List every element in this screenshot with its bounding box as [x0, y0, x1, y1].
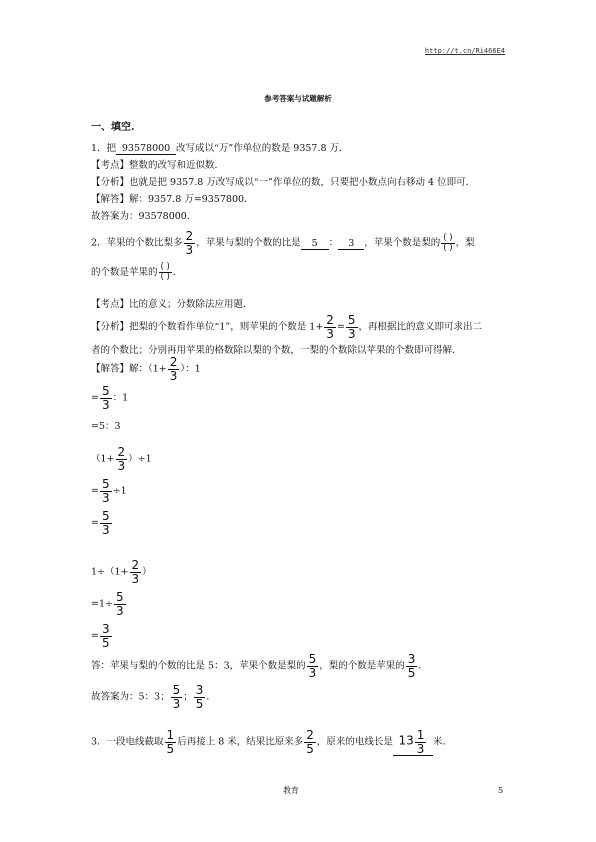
q2-final: 故答案为：5：3； $\frac{5}{3}$ ； $\frac{3}{5}$ ． — [91, 683, 216, 711]
q3-answer-blank: 13 $\frac{1}{3}$ — [393, 729, 433, 756]
q2-step4: = $\frac{5}{3}$ ÷1 — [91, 477, 127, 505]
fraction-blank: $\frac{( )}{( )}$ — [160, 262, 170, 282]
q1-answer: 故答案为：93578000． — [91, 211, 197, 222]
section-heading: 一、填空. — [91, 122, 135, 133]
page-number: 5 — [498, 786, 504, 795]
q2-answer: 答：苹果与梨的个数的比是 5：3，苹果个数是梨的 $\frac{5}{3}$ ，梨的个数是苹果的 $\frac{3}{5}$ ． — [91, 652, 428, 680]
q2-step6: 1÷（1+ $\frac{2}{3}$ ） — [91, 558, 152, 586]
doc-title: 参考答案与试题解析 — [264, 94, 332, 103]
q2-line1: 2．苹果的个数比梨多 $\frac{2}{3}$ ，苹果与梨的个数的比是 5 ： 3 ，苹果个数是梨的 $\frac{( )}{( )}$ ，梨 — [91, 229, 475, 257]
q2-jieda: 【解答】解：（1+ $\frac{2}{3}$ ）：1 — [91, 355, 201, 383]
q2-kaodian: 【考点】比的意义；分数除法应用题． — [91, 299, 253, 310]
q1-jieda: 【解答】解：9357.8 万=9357800． — [91, 194, 254, 205]
q2-step1: = $\frac{5}{3}$ ：1 — [91, 384, 129, 412]
q2-step2: =5：3 — [91, 421, 121, 432]
q2-step3: （1+ $\frac{2}{3}$ ）÷1 — [91, 445, 152, 473]
q1-line: 1．把 93578000 改写成以“万”作单位的数是 9357.8 万． — [91, 143, 349, 154]
q2-line2: 的个数是苹果的 $\frac{( )}{( )}$ ． — [91, 262, 183, 282]
q1-answer-blank: 93578000 — [116, 143, 176, 155]
q2-fenxi2: 者的个数比；分别再用苹果的格数除以梨的个数，一梨的个数除以苹果的个数即可得解． — [91, 345, 462, 356]
header-url[interactable]: http://t.cn/Ri466E4 — [424, 47, 505, 55]
q1-fenxi: 【分析】也就是把 9357.8 万改写成以“一”作单位的数，只要把小数点向右移动 4 位即可． — [91, 177, 476, 188]
q2-fenxi1: 【分析】把梨的个数看作单位“1”，则苹果的个数是 1+ $\frac{2}{3}$ = $\frac{5}{3}$ ，再根据比的意义即可求出二 — [91, 313, 483, 341]
q2-step7: =1÷ $\frac{5}{3}$ — [91, 590, 124, 618]
q1-kaodian: 【考点】整数的改写和近似数． — [91, 160, 225, 171]
q2-blank-2: 3 — [338, 238, 364, 250]
q2-step8: = $\frac{3}{5}$ — [91, 622, 110, 650]
q3-line: 3．一段电线截取 $\frac{1}{5}$ 后再接上 8 米，结果比原来多 $\frac{2}{5}$ ，原来的电线长是 13 $\frac{1}{3}$ 米． — [91, 728, 452, 756]
q2-step5: = $\frac{5}{3}$ — [91, 509, 110, 537]
footer-label: 教育 — [283, 786, 299, 795]
fraction-2-3: $\frac{2}{3}$ — [185, 229, 194, 257]
fraction-blank: $\frac{( )}{( )}$ — [443, 232, 453, 253]
q2-blank-1: 5 — [301, 238, 329, 250]
